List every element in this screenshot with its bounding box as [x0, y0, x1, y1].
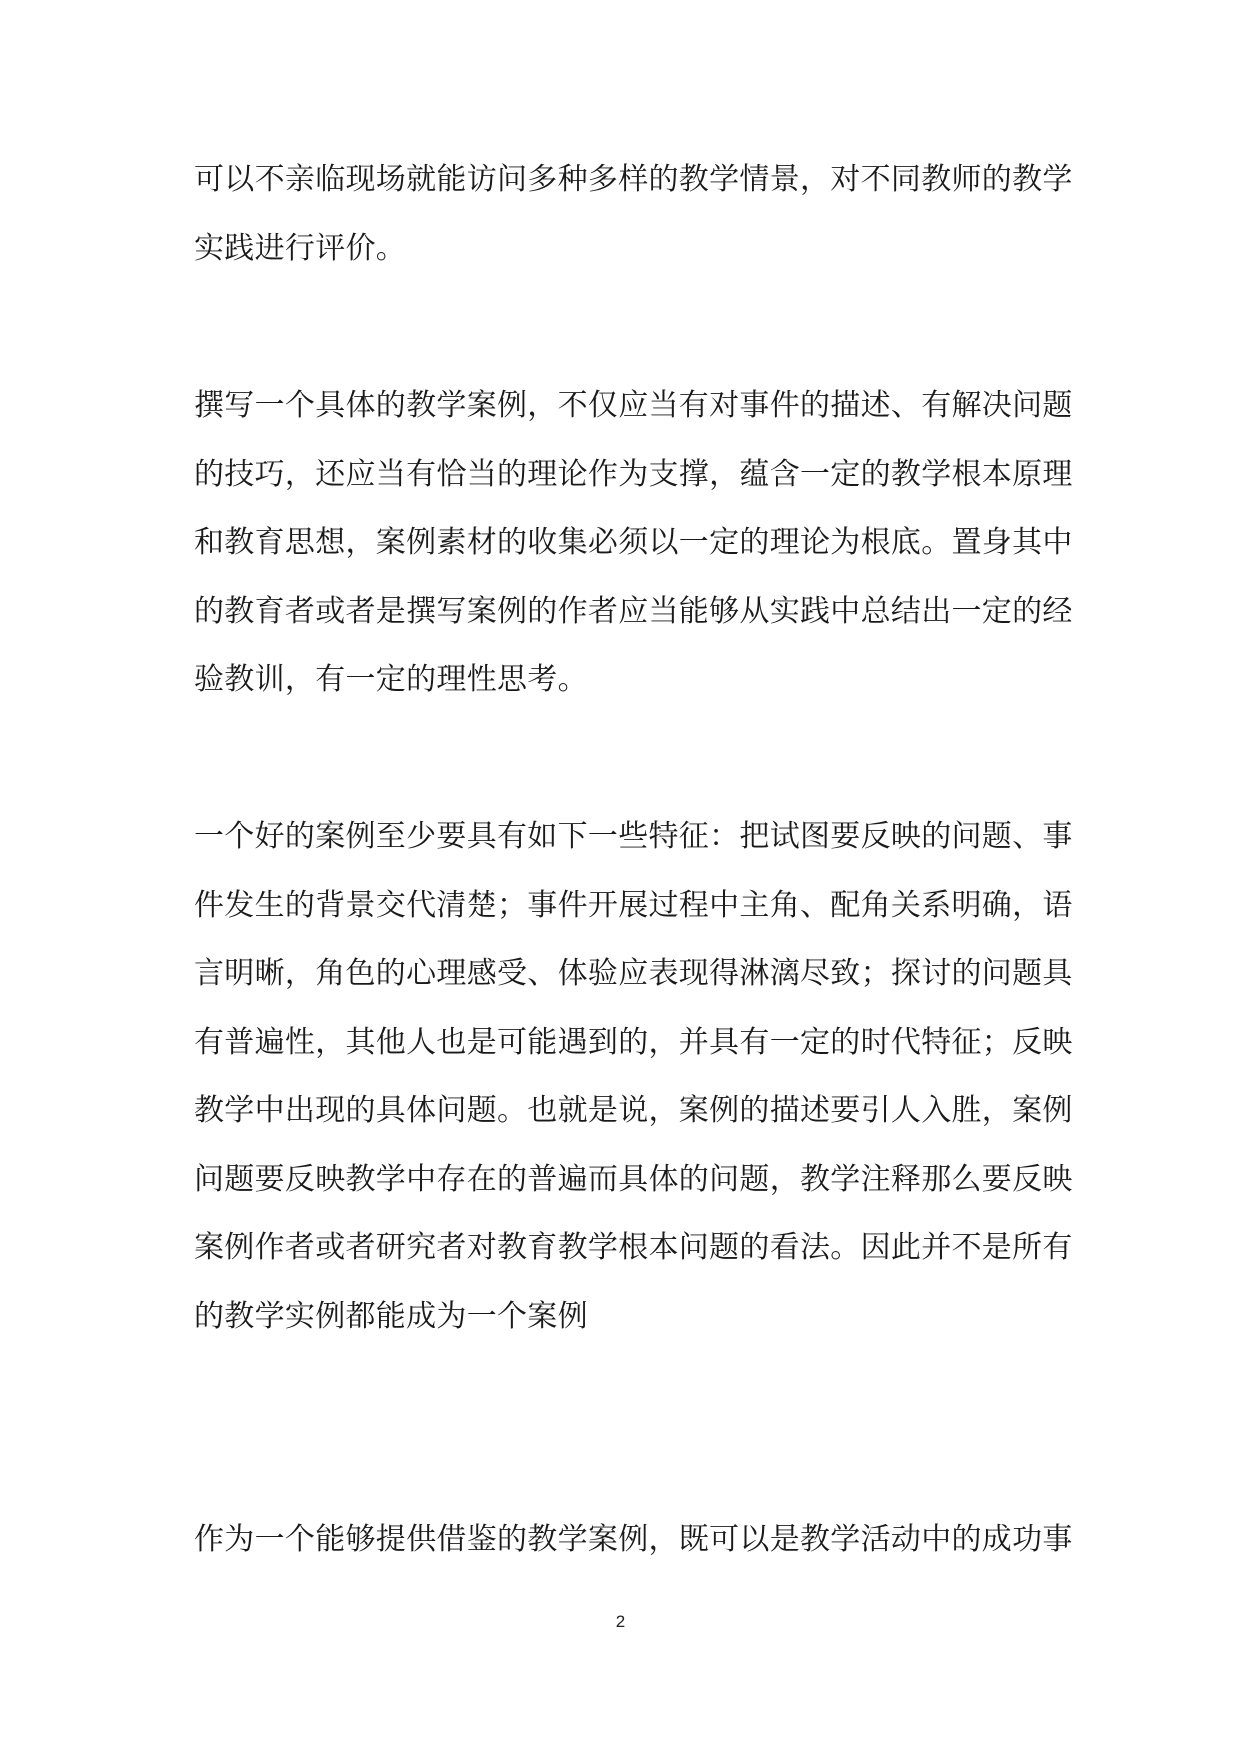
paragraph-line: 言明晰，角色的心理感受、体验应表现得淋漓尽致；探讨的问题具: [194, 956, 1073, 991]
paragraph-line: 问题要反映教学中存在的普遍而具体的问题，教学注释那么要反映: [194, 1161, 1073, 1197]
paragraph-line: 案例作者或者研究者对教育教学根本问题的看法。因此并不是所有: [194, 1230, 1073, 1265]
paragraph-line: 作为一个能够提供借鉴的教学案例，既可以是教学活动中的成功事: [194, 1522, 1073, 1557]
paragraph-4: [194, 1506, 1073, 1575]
paragraph-line: 撰写一个具体的教学案例，不仅应当有对事件的描述、有解决问题: [194, 388, 1073, 423]
paragraph-line: 的教学实例都能成为一个案例: [194, 1298, 588, 1334]
paragraph-line: 验教训，有一定的理性思考。: [194, 662, 588, 697]
paragraph-line: 的技巧，还应当有恰当的理论作为支撑，蕴含一定的教学根本原理: [194, 456, 1073, 492]
paragraph-line: 一个好的案例至少要具有如下一些特征：把试图要反映的问题、事: [194, 819, 1073, 854]
paragraph-line: 的教育者或者是撰写案例的作者应当能够从实践中总结出一定的经: [194, 593, 1073, 629]
paragraph-line: 有普遍性，其他人也是可能遇到的，并具有一定的时代特征；反映: [194, 1024, 1073, 1060]
paragraph-1: [194, 146, 1073, 283]
paragraph-2: [194, 372, 1073, 715]
paragraph-3: [194, 803, 1073, 1351]
paragraph-line: 可以不亲临现场就能访问多种多样的教学情景，对不同教师的教学: [194, 162, 1073, 197]
paragraph-line: 教学中出现的具体问题。也就是说，案例的描述要引人入胜，案例: [194, 1093, 1073, 1128]
paragraph-line: 件发生的背景交代清楚；事件开展过程中主角、配角关系明确，语: [194, 887, 1073, 923]
page-number: 2: [615, 1612, 626, 1631]
paragraph-line: 实践进行评价。: [194, 230, 407, 266]
paragraph-line: 和教育思想，案例素材的收集必须以一定的理论为根底。置身其中: [194, 525, 1073, 560]
